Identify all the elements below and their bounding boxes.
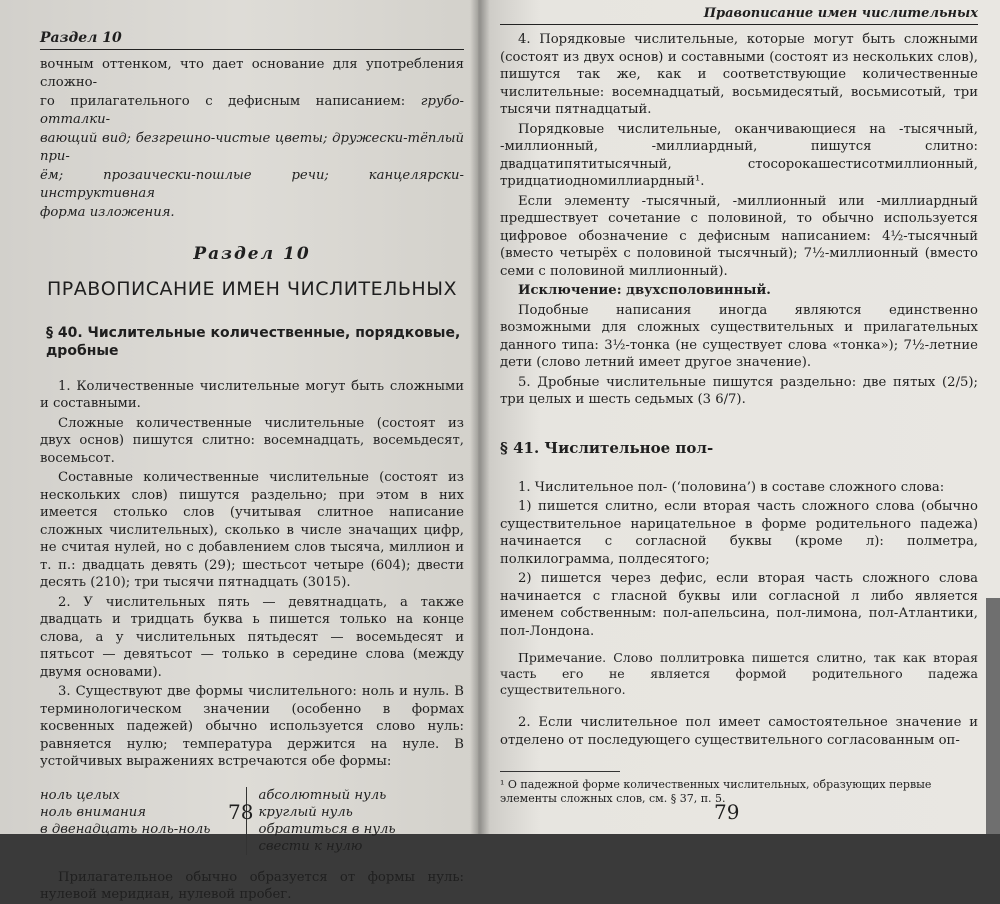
example-item: круглый нуль [258,804,353,820]
section-title: ПРАВОПИСАНИЕ ИМЕН ЧИСЛИТЕЛЬНЫХ [47,277,457,300]
example-item: абсолютный нуль [258,787,387,803]
intro-line [40,130,464,165]
left-paragraph-3: Составные количественные числительные (состоят из нескольких слов) пишутся раздельно; при этом в них имеется столько слов (учитывая слитное написание сложных числительных), сколько в числе значащих цифр, не считая нулей, но с добавлением слов тысяча, миллион и т. п.: двадцать девять (29); шестьсот четыре (604); двести десять (210); три тысячи пятнадцать (3015). [40,470,464,590]
intro-line [40,204,464,222]
intro-line [40,56,464,91]
left-paragraph-1: 1. Количественные числительные могут быть сложными и составными. [40,378,464,411]
note-paragraph: Примечание. Слово поллитровка пишется слитно, так как вторая часть его не является формой родительного падежа существительного. [500,650,978,697]
intro-text-italic: грубо-отталки- [40,94,464,127]
running-head-left: Раздел 10 [40,30,464,50]
left-page [0,0,478,902]
right-paragraph-6: 1. Числительное пол- (‘половина’) в составе сложного слова: [518,479,945,495]
example-item: в двенадцать ноль-ноль [40,821,211,837]
left-paragraph-4: 2. У числительных пять — девятнадцать, а также двадцать и тридцать буква ь пишется только на конце слова, а у числительных пятьдесят — восемьдесят и пятьсот — девятьсот — только в середине слова (между двумя основами). [40,594,464,680]
right-paragraph-8: 2) пишется через дефис, если вторая часть сложного слова начинается с гласной буквы или согласной л либо является именем собственным: пол-апельсина, пол-лимона, пол-Атлантики, пол-Лондона. [500,571,978,639]
example-item: обратиться в нуль [258,821,396,837]
exception-line: Исключение: двухсполовинный. [518,283,771,298]
book-gutter [470,0,490,834]
right-paragraph-2: Порядковые числительные, оканчивающиеся на -тысячный, -миллионный, -миллиардный, пишутся слитно: двадцатипятитысячный, стосорокашестисотмиллионный, тридцатиодномиллиардный¹. [500,121,978,189]
right-paragraph-9: 2. Если числительное пол имеет самостоятельное значение и отделено от последующего существительного согласованным оп- [500,715,978,748]
intro-text-italic: ём; прозаически-пошлые речи; канцелярски-инструктивная [40,168,464,201]
footnote: ¹ О падежной форме количественных числительных, образующих первые элементы сложных слов, см. § 37, п. 5. [500,778,932,805]
left-paragraph-5: 3. Существуют две формы числительного: ноль и нуль. В терминологическом значении (особенно в формах косвенных падежей) обычно используется слово нуль: равняется нулю; температура держится на нуле. В устойчивых выражениях встречаются обе формы: [40,684,464,769]
example-item: ноль внимания [40,804,146,820]
section-label: Раздел 10 [193,243,311,264]
example-item: свести к нулю [258,838,363,854]
right-paragraph-4: Подобные написания иногда являются единственно возможными для сложных существительных и прилагательных данного типа: 3½-тонка (не существует слова «тонка»); 7½-летние дети (слово летний имеет другое значение). [500,302,978,370]
examples-col-left [40,787,246,855]
page-number-left: 78 [228,800,254,824]
intro-text-regular: го прилагательного с дефисным написанием: [40,94,421,109]
intro-line [40,93,464,128]
intro-text-italic: форма изложения. [40,205,175,220]
intro-text-italic: вающий вид; безгрешно-чистые цветы; дружески-тёплый при- [40,131,464,164]
intro-text-regular: вочным оттенком, что дает основание для употребления сложно- [40,57,464,90]
right-paragraph-1: 4. Порядковые числительные, которые могут быть сложными (состоят из двух основ) и составными (состоят из нескольких слов), пишутся так же, как и соответствующие количественные числительные: восемнадцатый, восьмидесятый, восьмисотый, три тысячи пятнадцатый. [500,32,978,117]
paragraph-title-40: § 40. Числительные количественные, порядковые, дробные [46,324,461,359]
running-head-right: Правописание имен числительных [500,6,978,25]
right-paragraph-3: Если элементу -тысячный, -миллионный или -миллиардный предшествует сочетание с половиной, то обычно используется цифровое обозначение с дефисным написанием: 4½-тысячный (вместо четырёх с половиной тысячный); 7½-миллионный (вместо семи с половиной миллионный). [500,193,978,279]
intro-line [40,167,464,202]
left-paragraph-2: Сложные количественные числительные (состоят из двух основ) пишутся слитно: восемнадцать, восемьдесят, восемьсот. [40,415,464,466]
page-edge-shadow [986,598,1000,834]
page-number-right: 79 [714,800,740,824]
right-paragraph-7: 1) пишется слитно, если вторая часть сложного слова (обычно существительное нарицательное в форме родительного падежа) начинается с согласной буквы (кроме л): полметра, полкилограмма, полдесятого; [500,499,978,567]
right-page [478,0,1000,834]
intro-text [40,56,464,222]
examples-col-right [246,787,465,855]
right-paragraph-5: 5. Дробные числительные пишутся раздельно: две пятых (2/5); три целых и шесть седьмых (3 6/7). [500,374,978,407]
example-item: ноль целых [40,787,120,803]
footnote-rule [500,771,620,772]
left-paragraph-6: Прилагательное обычно образуется от формы нуль: нулевой меридиан, нулевой пробег. [40,869,464,902]
paragraph-title-41: § 41. Числительное пол- [500,438,714,457]
